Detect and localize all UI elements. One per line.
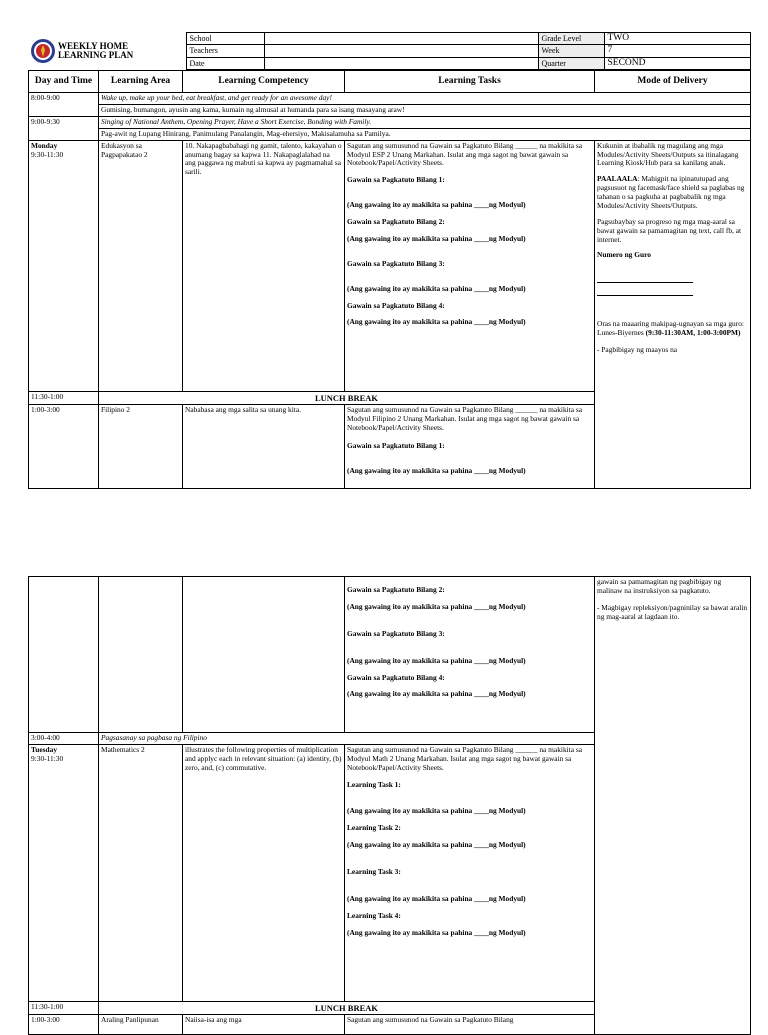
plan-table-continued bbox=[28, 576, 751, 1035]
teacher-number-line bbox=[597, 285, 693, 296]
col-header-tasks: Learning Tasks bbox=[345, 71, 595, 93]
learning-competency: Naiisa-isa ang mga bbox=[183, 1015, 345, 1035]
lunch-break: LUNCH BREAK bbox=[99, 391, 595, 404]
routine-text: Pag-awit ng Lupang Hinirang, Panimulang Panalangin, Mag-ehersiyo, Makisalamuha sa Pamilya. bbox=[99, 128, 751, 140]
grade-label: Grade Level bbox=[538, 33, 604, 45]
time-cell: 1:00-3:00 bbox=[29, 1015, 99, 1035]
time-cell: 8:00-9:00 bbox=[29, 93, 99, 117]
time-cell: 11:30-1:00 bbox=[29, 391, 99, 404]
school-value[interactable] bbox=[264, 33, 538, 45]
mode-of-delivery: Kukunin at ibabalik ng magulang ang mga Modules/Activity Sheets/Outputs sa itinalagang Learning Kiosk/Hub para sa kanilang anak. PAALAALA: Mahigpit na ipinatutupad ang pagsusuot ng facemask/face shield sa paglabas ng tahanan o sa pagkuha at pagbabalik ng mga Modules/Activity Sheets/Outputs. Pagsubaybay sa progreso ng mga mag-aaral sa bawat gawain sa pamamagitan ng text, call fb, at internet. Numero ng Guro Oras na maaaring makipag-ugnayan sa mga guro: Lunes-Biyernes (9:30-11:30AM, 1:00-3:00PM) - Pagbibigay ng maayos na bbox=[595, 140, 751, 488]
time-cell: 11:30-1:00 bbox=[29, 1001, 99, 1014]
school-label: School bbox=[186, 33, 264, 45]
mode-of-delivery: gawain sa pamamagitan ng pagbibigay ng malinaw na instruksiyon sa pagkatuto. - Magbigay repleksiyon/pagninilay sa bawat aralin ng mag-aaral at lagdaan ito. bbox=[595, 577, 751, 1035]
date-label: Date bbox=[186, 57, 264, 69]
reading-practice: Pagsasanay sa pagbasa ng Filipino bbox=[99, 733, 595, 745]
time-cell: 9:00-9:30 bbox=[29, 116, 99, 140]
col-header-competency: Learning Competency bbox=[183, 71, 345, 93]
time-cell bbox=[29, 577, 99, 733]
teacher-number-line bbox=[597, 272, 693, 283]
learning-area bbox=[99, 577, 183, 733]
teachers-value[interactable] bbox=[264, 45, 538, 57]
learning-area: Edukasyon sa Pagpapakatao 2 bbox=[99, 140, 183, 391]
date-value[interactable] bbox=[264, 57, 538, 69]
week-label: Week bbox=[538, 45, 604, 57]
lunch-break: LUNCH BREAK bbox=[99, 1001, 595, 1014]
col-header-mode: Mode of Delivery bbox=[595, 71, 751, 93]
page-2 bbox=[28, 576, 750, 1035]
header-table bbox=[28, 32, 751, 70]
learning-tasks: Sagutan ang sumusunod na Gawain sa Pagkatuto Bilang ______ na makikita sa Modyul Filipino 2 Unang Markahan. Isulat ang mga sagot ng bawat gawain sa Notebook/Papel/Activity Sheets. Gawain sa Pagkatuto Bilang 1: (Ang gawaing ito ay makikita sa pahina ____ng Modyul) bbox=[345, 404, 595, 488]
week-value: 7 bbox=[604, 45, 750, 57]
routine-text: Gumising, bumangon, ayusin ang kama, kumain ng almusal at humanda para sa isang masayang araw! bbox=[99, 105, 751, 117]
time-cell: 1:00-3:00 bbox=[29, 404, 99, 488]
quarter-label: Quarter bbox=[538, 57, 604, 69]
plan-table bbox=[28, 70, 751, 489]
learning-area: Araling Panlipunan bbox=[99, 1015, 183, 1035]
header-brand bbox=[28, 33, 186, 70]
learning-tasks: Sagutan ang sumusunod na Gawain sa Pagkatuto Bilang ______ na makikita sa Modyul Math 2 Unang Markahan. Isulat ang mga sagot ng bawat gawain sa Notebook/Papel/Activity Sheets. Learning Task 1: (Ang gawaing ito ay makikita sa pahina ____ng Modyul) Learning Task 2: (Ang gawaing ito ay makikita sa pahina ____ng Modyul) Learning Task 3: (Ang gawaing ito ay makikita sa pahina ____ng Modyul) Learning Task 4: (Ang gawaing ito ay makikita sa pahina ____ng Modyul) bbox=[345, 744, 595, 1001]
routine-text: Singing of National Anthem, Opening Prayer, Have a Short Exercise, Bonding with Family. bbox=[99, 116, 751, 128]
learning-competency bbox=[183, 577, 345, 733]
grade-value: TWO bbox=[604, 33, 750, 45]
learning-tasks: Gawain sa Pagkatuto Bilang 2: (Ang gawaing ito ay makikita sa pahina ____ng Modyul) Gawain sa Pagkatuto Bilang 3: (Ang gawaing ito ay makikita sa pahina ____ng Modyul) Gawain sa Pagkatuto Bilang 4: (Ang gawaing ito ay makikita sa pahina ____ng Modyul) bbox=[345, 577, 595, 733]
plan-title: WEEKLY HOME LEARNING PLAN bbox=[58, 40, 134, 61]
time-cell: 3:00-4:00 bbox=[29, 733, 99, 745]
day-cell: Monday 9:30-11:30 bbox=[29, 140, 99, 391]
learning-area: Filipino 2 bbox=[99, 404, 183, 488]
learning-area: Mathematics 2 bbox=[99, 744, 183, 1001]
col-header-day: Day and Time bbox=[29, 71, 99, 93]
learning-competency: Nababasa ang mga salita sa unang kita. bbox=[183, 404, 345, 488]
deped-seal-icon bbox=[30, 38, 56, 64]
learning-competency: illustrates the following properties of multiplication and applyc each in relevant situation: (a) identity, (b) zero, and, (c) commutative. bbox=[183, 744, 345, 1001]
learning-tasks: Sagutan ang sumusunod na Gawain sa Pagkatuto Bilang bbox=[345, 1015, 595, 1035]
col-header-area: Learning Area bbox=[99, 71, 183, 93]
learning-tasks: Sagutan ang sumusunod na Gawain sa Pagkatuto Bilang ______ na makikita sa Modyul ESP 2 Unang Markahan. Isulat ang mga sagot ng bawat gawain sa Notebook/Papel/Activity Sheets. Gawain sa Pagkatuto Bilang 1: (Ang gawaing ito ay makikita sa pahina ____ng Modyul) Gawain sa Pagkatuto Bilang 2: (Ang gawaing ito ay makikita sa pahina ____ng Modyul) Gawain sa Pagkatuto Bilang 3: (Ang gawaing ito ay makikita sa pahina ____ng Modyul) Gawain sa Pagkatuto Bilang 4: (Ang gawaing ito ay makikita sa pahina ____ng Modyul) bbox=[345, 140, 595, 391]
page-1 bbox=[28, 32, 750, 489]
quarter-value: SECOND bbox=[604, 57, 750, 69]
learning-competency: 10. Nakapagbabahagi ng gamit, talento, kakayahan o anumang bagay sa kapwa 11. Nakapaglalahad na ang paggawa ng mabuti sa kapwa ay pagmamahal sa sarili. bbox=[183, 140, 345, 391]
day-cell: Tuesday 9:30-11:30 bbox=[29, 744, 99, 1001]
routine-text: Wake up, make up your bed, eat breakfast, and get ready for an awesome day! bbox=[99, 93, 751, 105]
teachers-label: Teachers bbox=[186, 45, 264, 57]
